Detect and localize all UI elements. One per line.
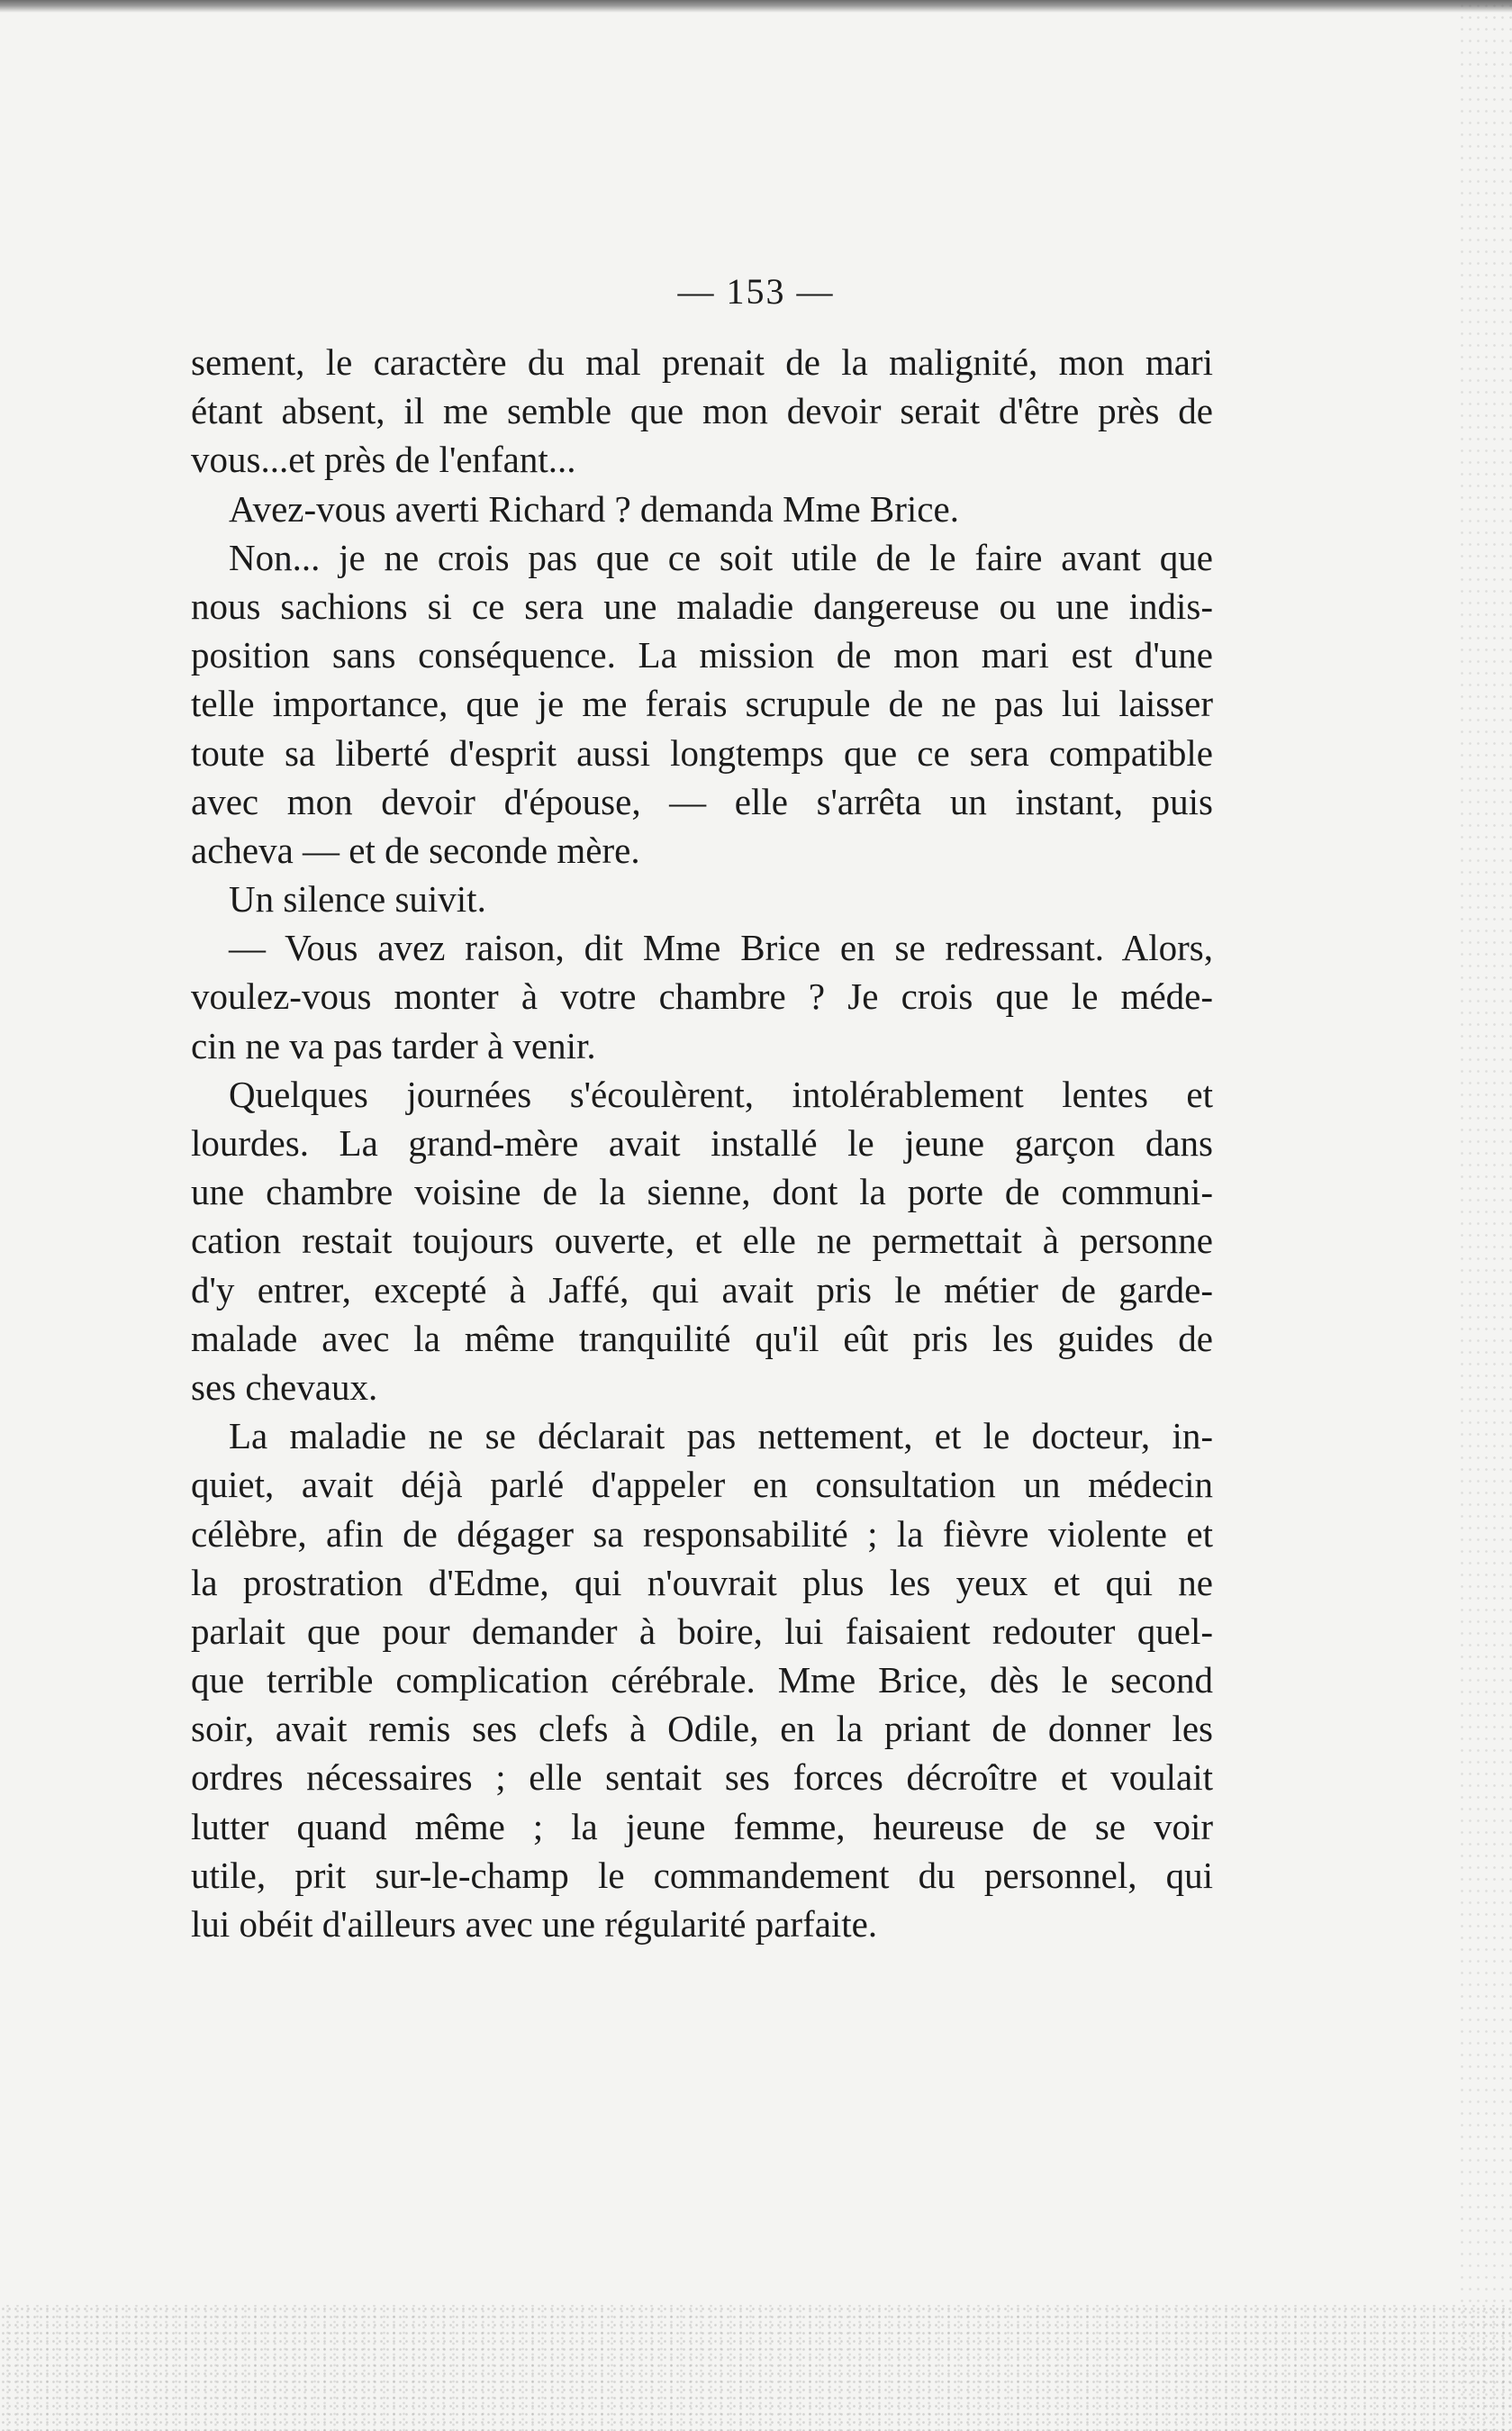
text-line: Quelques journées s'écoulèrent, intolérablement lentes et: [229, 1073, 1213, 1115]
paper-speckle-bottom: [0, 2305, 1512, 2431]
text-line: lui obéit d'ailleurs avec une régularité parfaite.: [191, 1903, 878, 1945]
text-line: ses chevaux.: [191, 1365, 378, 1408]
text-line: Un silence suivit.: [229, 878, 486, 921]
text-line: cation restait toujours ouverte, et elle ne permettait à personne: [191, 1220, 1213, 1262]
text-line: toute sa liberté d'esprit aussi longtemps que ce sera compatible: [191, 731, 1213, 774]
text-line: lourdes. La grand-mère avait installé le jeune garçon dans: [191, 1122, 1213, 1164]
text-line: position sans conséquence. La mission de mon mari est d'une: [191, 634, 1213, 676]
text-line: parlait que pour demander à boire, lui faisaient redouter quel-: [191, 1610, 1213, 1652]
text-line: lutter quand même ; la jeune femme, heureuse de se voir: [191, 1805, 1213, 1847]
text-line: une chambre voisine de la sienne, dont la porte de communi-: [191, 1171, 1213, 1213]
text-line: acheva — et de seconde mère.: [191, 829, 640, 871]
page-top-edge: [0, 0, 1512, 13]
text-line: utile, prit sur-le-champ le commandement du personnel, qui: [191, 1854, 1213, 1896]
text-line: ordres nécessaires ; elle sentait ses forces décroître et voulait: [191, 1756, 1213, 1799]
text-line: vous...et près de l'enfant...: [191, 439, 576, 481]
text-line: malade avec la même tranquilité qu'il eût pris les guides de: [191, 1317, 1213, 1359]
text-line: sement, le caractère du mal prenait de la malignité, mon mari: [191, 341, 1213, 383]
text-line: la prostration d'Edme, qui n'ouvrait plus les yeux et qui ne: [191, 1561, 1213, 1603]
text-line: voulez-vous monter à votre chambre ? Je crois que le méde-: [191, 975, 1213, 1018]
page-number: — 153 —: [677, 271, 835, 312]
text-line: étant absent, il me semble que mon devoir serait d'être près de: [191, 390, 1213, 432]
text-line: nous sachions si ce sera une maladie dangereuse ou une indis-: [191, 585, 1213, 627]
text-line: que terrible complication cérébrale. Mme Brice, dès le second: [191, 1659, 1213, 1701]
text-line: Non... je ne crois pas que ce soit utile de le faire avant que: [229, 536, 1213, 578]
text-line: d'y entrer, excepté à Jaffé, qui avait pris le métier de garde-: [191, 1268, 1213, 1311]
text-line: Avez-vous averti Richard ? demanda Mme Brice.: [229, 487, 959, 530]
text-line: avec mon devoir d'épouse, — elle s'arrêta un instant, puis: [191, 780, 1213, 822]
body-text: [191, 338, 1213, 1948]
text-line: La maladie ne se déclarait pas nettement, et le docteur, in-: [229, 1415, 1213, 1457]
paper-speckle-right: [1458, 0, 1512, 2431]
text-line: cin ne va pas tarder à venir.: [191, 1024, 596, 1066]
text-line: telle importance, que je me ferais scrupule de ne pas lui laisser: [191, 683, 1213, 725]
text-line: célèbre, afin de dégager sa responsabilité ; la fièvre violente et: [191, 1512, 1213, 1555]
text-line: — Vous avez raison, dit Mme Brice en se redressant. Alors,: [229, 927, 1213, 969]
text-line: quiet, avait déjà parlé d'appeler en consultation un médecin: [191, 1464, 1213, 1506]
text-line: soir, avait remis ses clefs à Odile, en la priant de donner les: [191, 1708, 1213, 1750]
